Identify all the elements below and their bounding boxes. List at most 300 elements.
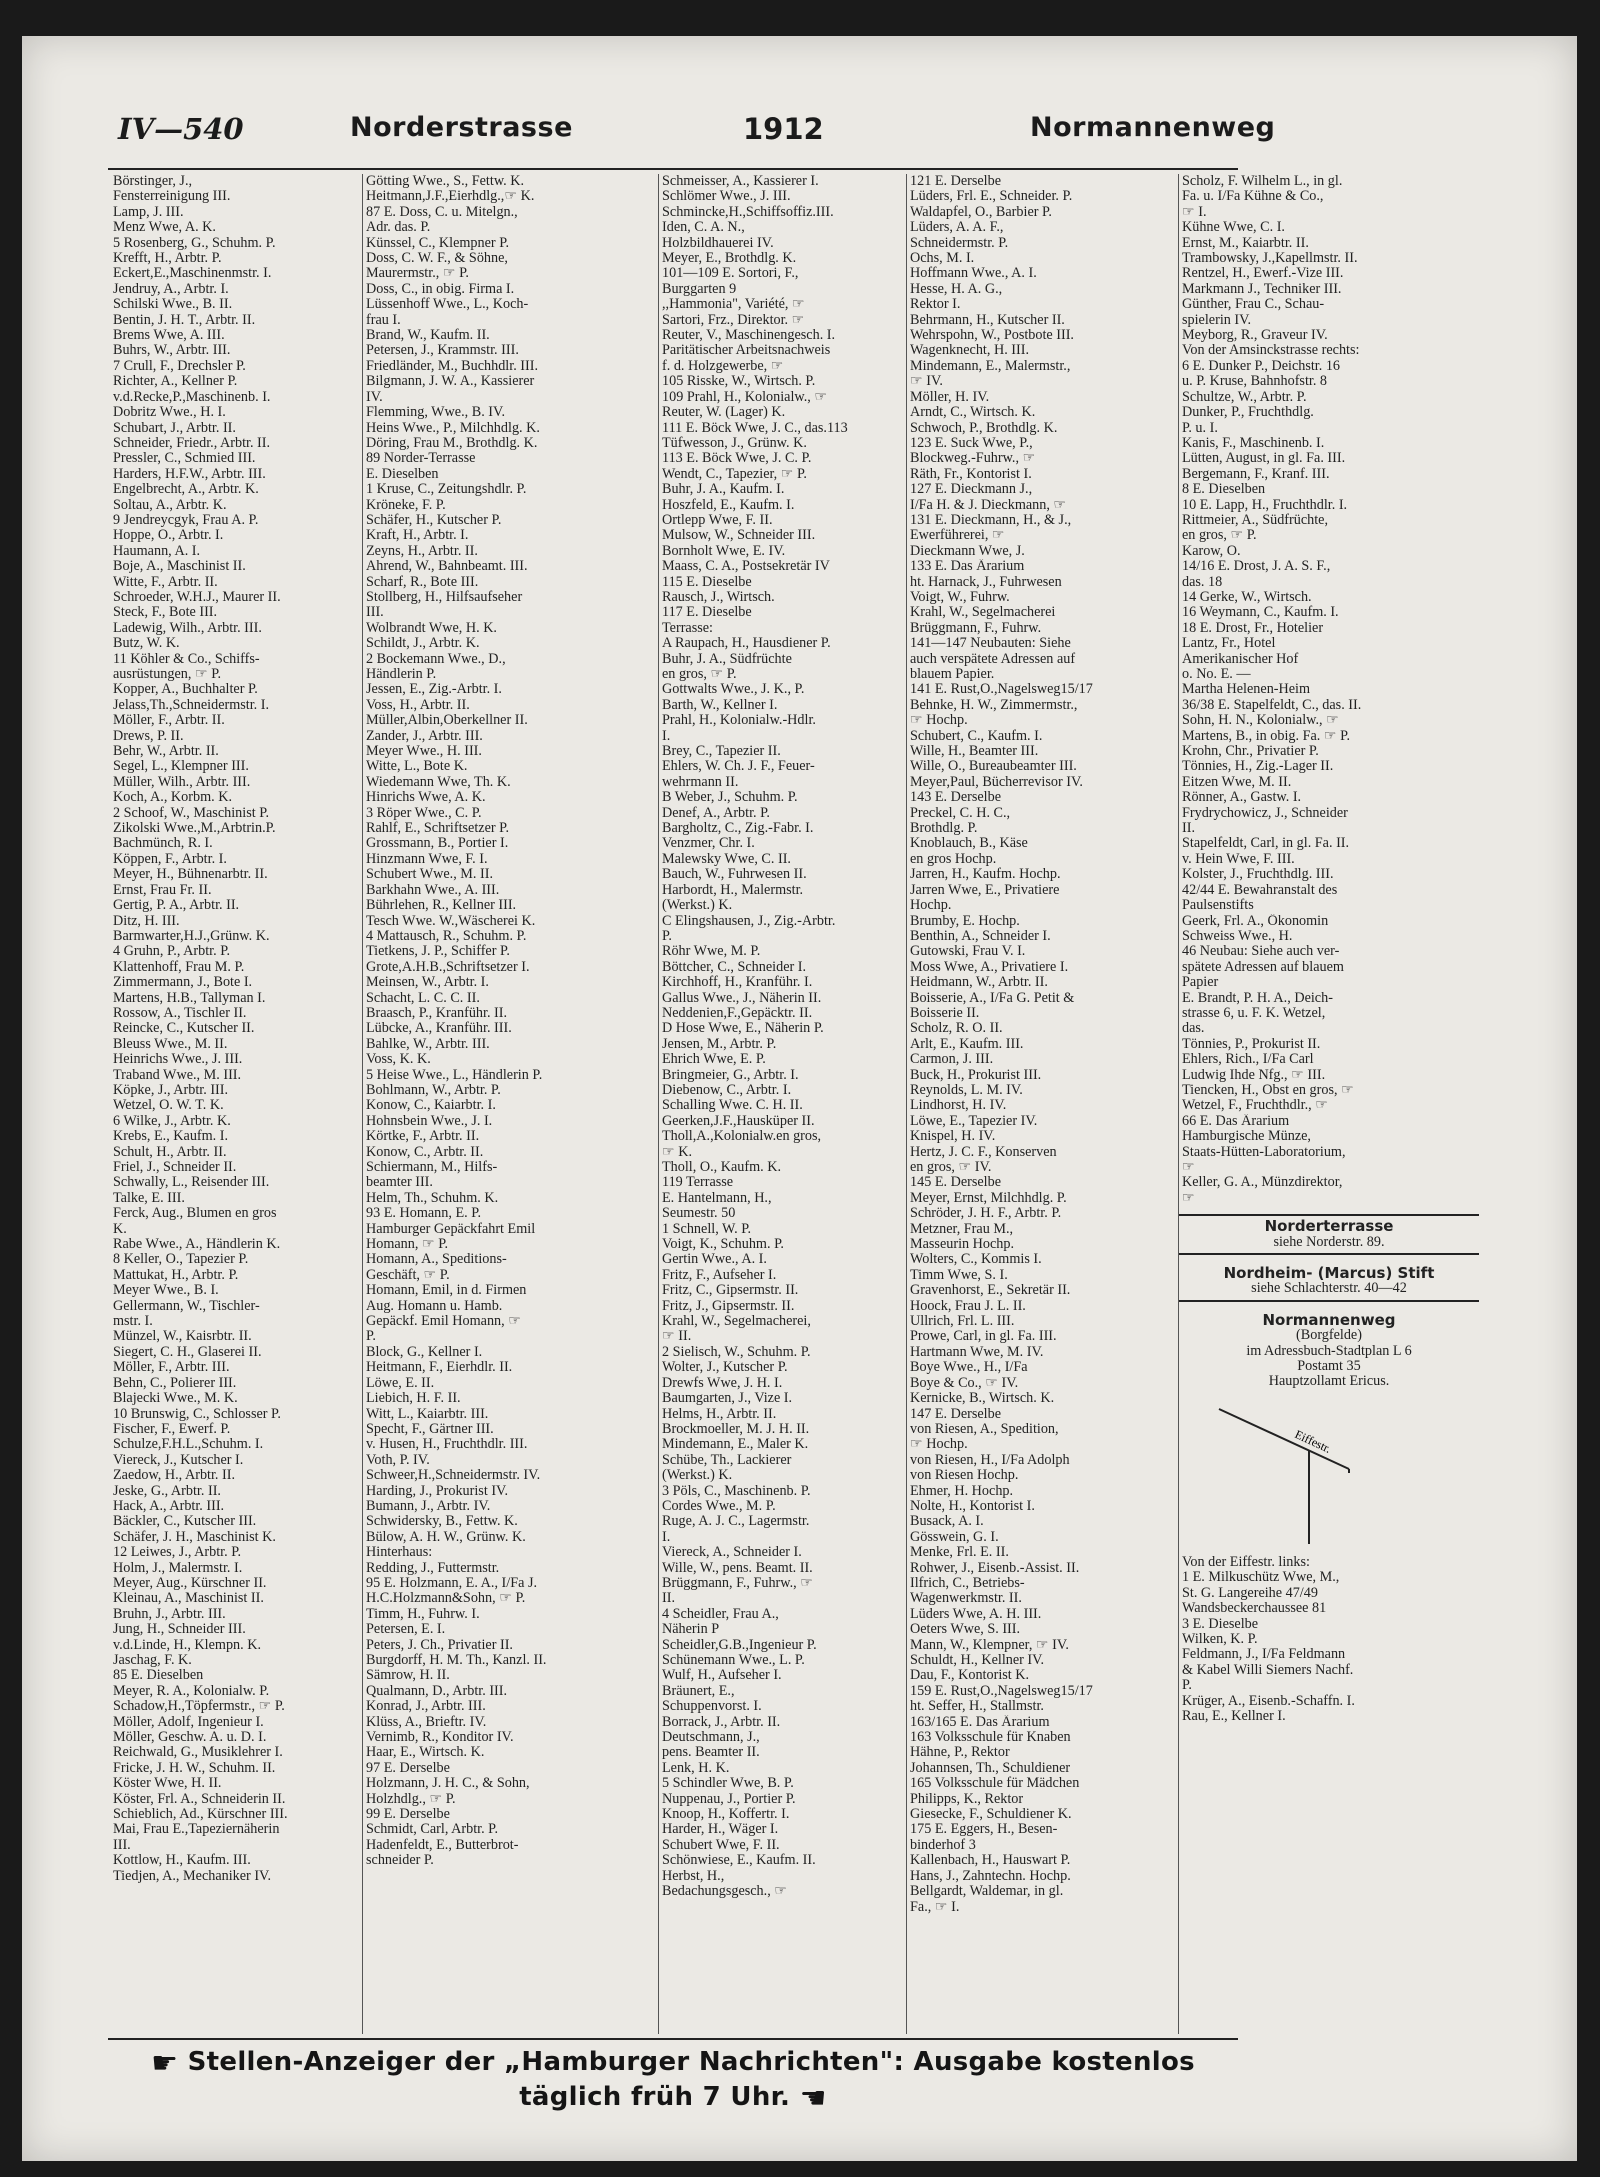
street-heading-right: Normannenweg bbox=[1030, 112, 1276, 143]
directory-entry: Dunker, P., Fruchthdlg. bbox=[1182, 405, 1314, 421]
directory-entry: Harder, H., Wäger I. bbox=[662, 1822, 779, 1838]
directory-entry: Malewsky Wwe, C. II. bbox=[662, 851, 791, 867]
directory-entry: Fricke, J. H. W., Schuhm. II. bbox=[113, 1760, 276, 1776]
norderterrasse-title: Norderterrasse bbox=[1264, 1217, 1394, 1236]
directory-entry: Benthin, A., Schneider I. bbox=[910, 928, 1051, 944]
directory-entry: Wagenwerkmstr. II. bbox=[910, 1591, 1022, 1607]
directory-entry: Wolbrandt Wwe, H. K. bbox=[366, 620, 497, 636]
directory-entry: Burgdorff, H. M. Th., Kanzl. II. bbox=[366, 1653, 547, 1668]
directory-entry: Künssel, C., Klempner P. bbox=[366, 235, 510, 251]
directory-entry: Borrack, J., Arbtr. II. bbox=[662, 1714, 781, 1730]
directory-entry: Schäfer, H., Kutscher P. bbox=[366, 512, 502, 528]
directory-entry: Böttcher, C., Schneider I. bbox=[662, 959, 807, 975]
directory-entry: Neddenien,F.,Gepäcktr. II. bbox=[662, 1005, 813, 1021]
directory-entry: Lüders Wwe, A. H. III. bbox=[910, 1606, 1042, 1622]
directory-entry: Gertig, P. A., Arbtr. II. bbox=[113, 898, 240, 914]
directory-entry: Sohn, H. N., Kolonialw., ☞ bbox=[1182, 713, 1339, 729]
directory-entry: Götting Wwe., S., Fettw. K. bbox=[366, 174, 525, 189]
directory-entry: Homann, ☞ P. bbox=[366, 1237, 449, 1253]
column-5-entries-after bbox=[1179, 1555, 1479, 1724]
directory-entry: Waldapfel, O., Barbier P. bbox=[910, 204, 1052, 220]
directory-entry: Petersen, E. I. bbox=[366, 1622, 446, 1638]
directory-entry: Seumestr. 50 bbox=[662, 1206, 736, 1222]
directory-entry: 14/16 E. Drost, J. A. S. F., bbox=[1182, 559, 1331, 575]
directory-entry: Boisserie, A., I/Fa G. Petit & bbox=[910, 990, 1075, 1006]
directory-entry: Heitmann, F., Eierhdlr. II. bbox=[366, 1360, 513, 1376]
directory-entry: Timm, H., Fuhrw. I. bbox=[366, 1606, 480, 1622]
directory-entry: Kolster, J., Fruchthdlg. III. bbox=[1182, 867, 1334, 883]
directory-entry: Wille, O., Bureaubeamter III. bbox=[910, 759, 1077, 775]
directory-entry: Konrad, J., Arbtr. III. bbox=[366, 1699, 486, 1715]
directory-column-5-content bbox=[1178, 174, 1479, 2034]
directory-entry: 2 Sielisch, W., Schuhm. P. bbox=[662, 1344, 811, 1360]
directory-entry: Zikolski Wwe.,M.,Arbtrin.P. bbox=[113, 821, 276, 837]
directory-entry: Gepäckf. Emil Homann, ☞ bbox=[366, 1314, 521, 1330]
directory-entry: Helm, Th., Schuhm. K. bbox=[366, 1190, 499, 1206]
directory-entry: Bührlehen, R., Kellner III. bbox=[366, 898, 517, 914]
directory-entry: Meyer, Aug., Kürschner II. bbox=[113, 1575, 267, 1591]
directory-entry: en gros, ☞ P. bbox=[662, 667, 737, 682]
directory-entry: I/Fa H. & J. Dieckmann, ☞ bbox=[910, 497, 1067, 513]
directory-entry: Frydrychowicz, J., Schneider bbox=[1182, 805, 1348, 821]
directory-entry: Scheidler,G.B.,Ingenieur P. bbox=[662, 1637, 817, 1653]
directory-entry: Gutowski, Frau V. I. bbox=[910, 944, 1026, 960]
footer-advert bbox=[108, 2046, 1238, 2116]
directory-entry: Rau, E., Kellner I. bbox=[1182, 1708, 1286, 1724]
directory-entry: en gros, ☞ IV. bbox=[910, 1160, 992, 1175]
directory-entry: Behrmann, H., Kutscher II. bbox=[910, 312, 1065, 328]
directory-entry: 101—109 E. Sortori, F., bbox=[662, 266, 799, 282]
directory-entry: Richter, A., Kellner P. bbox=[113, 374, 238, 390]
directory-entry: Hadenfeldt, E., Butterbrot- bbox=[366, 1837, 519, 1853]
directory-entry: Tesch Wwe. W.,Wäscherei K. bbox=[366, 913, 536, 929]
directory-entry: 12 Leiwes, J., Arbtr. P. bbox=[113, 1545, 242, 1561]
directory-entry: Fischer, F., Ewerf. P. bbox=[113, 1421, 231, 1437]
directory-entry: 87 E. Doss, C. u. Mitelgn., bbox=[366, 204, 518, 220]
directory-entry: Meyer, Ernst, Milchhdlg. P. bbox=[910, 1190, 1067, 1206]
directory-entry: Witte, F., Arbtr. II. bbox=[113, 574, 218, 590]
directory-entry: 165 Volksschule für Mädchen bbox=[910, 1776, 1080, 1792]
directory-entry: Krohn, Chr., Privatier P. bbox=[1182, 744, 1319, 760]
directory-entry: Reynolds, L. M. IV. bbox=[910, 1082, 1023, 1098]
directory-entry: ausrüstungen, ☞ P. bbox=[113, 667, 222, 682]
directory-entry: Denef, A., Arbtr. P. bbox=[662, 805, 770, 821]
directory-entry: 18 E. Drost, Fr., Hotelier bbox=[1182, 620, 1324, 636]
directory-entry: Burggarten 9 bbox=[662, 281, 737, 297]
directory-entry: wehrmann II. bbox=[662, 774, 739, 790]
directory-entry: Block, G., Kellner I. bbox=[366, 1344, 483, 1360]
directory-entry: Homann, Emil, in d. Firmen bbox=[366, 1283, 527, 1299]
directory-entry: Hamburgische Münze, bbox=[1182, 1129, 1311, 1145]
norderterrasse-ref: siehe Norderstr. 89. bbox=[1273, 1233, 1385, 1250]
directory-column-4 bbox=[906, 174, 1179, 2034]
directory-entry: ☞ Hochp. bbox=[910, 1437, 968, 1453]
directory-entry: Jung, H., Schneider III. bbox=[113, 1622, 246, 1638]
directory-entry: 163 Volksschule für Knaben bbox=[910, 1730, 1071, 1746]
directory-entry: E. Hantelmann, H., bbox=[662, 1190, 772, 1206]
directory-entry: Tiencken, H., Obst en gros, ☞ bbox=[1182, 1082, 1354, 1098]
directory-entry: Tiedjen, A., Mechaniker IV. bbox=[113, 1868, 272, 1884]
directory-entry: 113 E. Böck Wwe, J. C. P. bbox=[662, 451, 812, 467]
directory-entry: Ehlers, Rich., I/Fa Carl bbox=[1182, 1052, 1314, 1068]
directory-entry: Schulze,F.H.L.,Schuhm. I. bbox=[113, 1437, 264, 1453]
directory-entry: Schweer,H.,Schneidermstr. IV. bbox=[366, 1468, 541, 1484]
directory-entry: Schubert, C., Kaufm. I. bbox=[910, 728, 1043, 744]
directory-entry: B Weber, J., Schuhm. P. bbox=[662, 790, 798, 806]
directory-entry: Hinzmann Wwe, F. I. bbox=[366, 851, 488, 867]
directory-entry: Bellgardt, Waldemar, in gl. bbox=[910, 1884, 1064, 1900]
directory-entry: Mattukat, H., Arbtr. P. bbox=[113, 1267, 239, 1283]
directory-entry: Lübcke, A., Kranführ. III. bbox=[366, 1021, 512, 1037]
directory-entry: Schönwiese, E., Kaufm. II. bbox=[662, 1853, 816, 1869]
directory-entry: 117 E. Dieselbe bbox=[662, 605, 752, 621]
directory-entry: spätete Adressen auf blauem bbox=[1182, 959, 1344, 975]
directory-entry: Paulsenstifts bbox=[1182, 898, 1254, 914]
directory-entry: Preckel, C. H. C., bbox=[910, 805, 1011, 821]
directory-entry: Kirchhoff, H., Kranführ. I. bbox=[662, 975, 813, 991]
directory-entry: auch verspätete Adressen auf bbox=[910, 651, 1076, 667]
footer-advert-text: Stellen-Anzeiger der „Hamburger Nachrichten": Ausgabe kostenlos täglich früh 7 Uhr. bbox=[187, 2047, 1195, 2112]
directory-entry: Heidmann, W., Arbtr. II. bbox=[910, 975, 1048, 991]
directory-entry: Dieckmann Wwe, J. bbox=[910, 543, 1025, 559]
directory-entry: 5 Schindler Wwe, B. P. bbox=[662, 1776, 794, 1792]
directory-entry: 123 E. Suck Wwe, P., bbox=[910, 435, 1033, 451]
directory-entry: Johannsen, Th., Schuldiener bbox=[910, 1760, 1071, 1776]
directory-entry: Hartmann Wwe, M. IV. bbox=[910, 1344, 1044, 1360]
directory-entry: Helms, H., Arbtr. II. bbox=[662, 1406, 777, 1422]
directory-entry: Schmidt, Carl, Arbtr. P. bbox=[366, 1822, 499, 1838]
directory-entry: Schiermann, M., Hilfs- bbox=[366, 1160, 498, 1175]
directory-entry: 163/165 E. Das Ärarium bbox=[910, 1714, 1050, 1730]
directory-entry: Bleuss Wwe., M. II. bbox=[113, 1036, 228, 1052]
directory-entry: Hochp. bbox=[910, 898, 952, 914]
directory-entry: Lamp, J. III. bbox=[113, 204, 184, 220]
directory-entry: Heins Wwe., P., Milchhdlg. K. bbox=[366, 420, 540, 436]
directory-entry: spielerin IV. bbox=[1182, 312, 1252, 328]
directory-entry: Rentzel, H., Ewerf.-Vize III. bbox=[1182, 266, 1344, 282]
directory-entry: Holzmann, J. H. C., & Sohn, bbox=[366, 1776, 530, 1792]
directory-entry: Jeske, G., Arbtr. II. bbox=[113, 1483, 221, 1499]
directory-entry: Köppen, F., Arbtr. I. bbox=[113, 851, 227, 867]
directory-entry: Barkhahn Wwe., A. III. bbox=[366, 882, 500, 898]
directory-entry: Rektor I. bbox=[910, 297, 961, 313]
directory-entry: Börstinger, J., bbox=[113, 174, 193, 189]
directory-entry: Fritz, C., Gipsermstr. II. bbox=[662, 1283, 799, 1299]
directory-entry: Redding, J., Futtermstr. bbox=[366, 1560, 500, 1576]
directory-entry: von Riesen, H., I/Fa Adolph bbox=[910, 1452, 1070, 1468]
directory-entry: Behnke, H. W., Zimmermstr., bbox=[910, 697, 1078, 713]
directory-entry: Hack, A., Arbtr. III. bbox=[113, 1498, 225, 1514]
directory-entry: Schweiss Wwe., H. bbox=[1182, 928, 1293, 944]
directory-entry: Kühne Wwe, C. I. bbox=[1182, 220, 1285, 236]
directory-entry: Traband Wwe., M. III. bbox=[113, 1067, 242, 1083]
directory-entry: Rittmeier, A., Südfrüchte, bbox=[1182, 512, 1329, 528]
directory-entry: Schubert Wwe, F. II. bbox=[662, 1837, 780, 1853]
directory-entry: Wendt, C., Tapezier, ☞ P. bbox=[662, 466, 807, 482]
directory-entry: Hähne, P., Rektor bbox=[910, 1745, 1010, 1761]
directory-entry: 141—147 Neubauten: Siehe bbox=[910, 636, 1071, 652]
directory-entry: Feldmann, J., I/Fa Feldmann bbox=[1182, 1647, 1346, 1663]
directory-entry: Knoop, H., Koffertr. I. bbox=[662, 1807, 790, 1823]
directory-entry: Gertin Wwe., A. I. bbox=[662, 1252, 767, 1268]
directory-entry: Segel, L., Klempner III. bbox=[113, 759, 249, 775]
directory-entry: Eckert,E.,Maschinenmstr. I. bbox=[113, 266, 272, 282]
directory-entry: Kanis, F., Maschinenb. I. bbox=[1182, 435, 1325, 451]
directory-entry: 3 E. Dieselbe bbox=[1182, 1616, 1259, 1632]
directory-entry: 141 E. Rust,O.,Nagelsweg15/17 bbox=[910, 682, 1093, 698]
directory-entry: 2 Bockemann Wwe., D., bbox=[366, 651, 506, 667]
directory-entry: Meyer Wwe., B. I. bbox=[113, 1283, 219, 1299]
directory-entry: Wolters, C., Kommis I. bbox=[910, 1252, 1042, 1268]
directory-entry: Ahrend, W., Bahnbeamt. III. bbox=[366, 559, 528, 575]
directory-entry: Viereck, J., Kutscher I. bbox=[113, 1452, 244, 1468]
directory-entry: 10 Brunswig, C., Schlosser P. bbox=[113, 1406, 281, 1422]
directory-entry: Krebs, E., Kaufm. I. bbox=[113, 1129, 229, 1145]
directory-entry: Konow, C., Kaiarbtr. I. bbox=[366, 1098, 496, 1114]
directory-entry: 1 Schnell, W. P. bbox=[662, 1221, 752, 1237]
directory-entry: E. Brandt, P. H. A., Deich- bbox=[1182, 990, 1333, 1006]
directory-entry: Tönnies, P., Prokurist II. bbox=[1182, 1036, 1321, 1052]
directory-entry: Schildt, J., Arbtr. K. bbox=[366, 636, 480, 652]
directory-entry: Ruge, A. J. C., Lagermstr. bbox=[662, 1514, 810, 1530]
directory-entry: Ludwig Ihde Nfg., ☞ III. bbox=[1182, 1067, 1326, 1083]
directory-entry: 5 Heise Wwe., L., Händlerin P. bbox=[366, 1067, 543, 1083]
directory-entry: frau I. bbox=[366, 312, 401, 328]
directory-entry: Wetzel, F., Fruchthdlr., ☞ bbox=[1182, 1098, 1328, 1114]
directory-entry: Hertz, J. C. F., Konserven bbox=[910, 1144, 1057, 1160]
directory-entry: Kraft, H., Arbtr. I. bbox=[366, 528, 469, 544]
directory-entry: das. 18 bbox=[1182, 574, 1223, 590]
directory-entry: Tholl, O., Kaufm. K. bbox=[662, 1160, 782, 1175]
directory-entry: 10 E. Lapp, H., Fruchthdlr. I. bbox=[1182, 497, 1348, 513]
directory-entry: I. bbox=[662, 728, 671, 744]
directory-entry: Ortlepp Wwe, F. II. bbox=[662, 512, 773, 528]
directory-entry: Gösswein, G. I. bbox=[910, 1529, 999, 1545]
directory-entry: Barth, W., Kellner I. bbox=[662, 697, 778, 713]
directory-entry: Jensen, M., Arbtr. P. bbox=[662, 1036, 777, 1052]
directory-entry: Bringmeier, G., Arbtr. I. bbox=[662, 1067, 799, 1083]
directory-entry: 3 Röper Wwe., C. P. bbox=[366, 805, 482, 821]
directory-entry: ☞ II. bbox=[662, 1329, 692, 1345]
directory-entry: Blockweg.-Fuhrw., ☞ bbox=[910, 451, 1036, 467]
directory-entry: 145 E. Derselbe bbox=[910, 1175, 1002, 1191]
directory-entry: Döring, Frau M., Brothdlg. K. bbox=[366, 435, 538, 451]
directory-entry: Wille, H., Beamter III. bbox=[910, 744, 1039, 760]
directory-entry: u. P. Kruse, Bahnhofstr. 8 bbox=[1182, 374, 1328, 390]
directory-entry: Klattenhoff, Frau M. P. bbox=[113, 959, 245, 975]
directory-entry: Braasch, P., Kranführ. II. bbox=[366, 1005, 508, 1021]
directory-entry: P. bbox=[366, 1329, 376, 1345]
directory-entry: Bumann, J., Arbtr. IV. bbox=[366, 1498, 491, 1514]
directory-entry: f. d. Holzgewerbe, ☞ bbox=[662, 358, 784, 374]
directory-entry: Boje, A., Maschinist II. bbox=[113, 559, 246, 575]
directory-entry: Friel, J., Schneider II. bbox=[113, 1160, 237, 1175]
directory-entry: Nolte, H., Kontorist I. bbox=[910, 1498, 1035, 1514]
directory-entry: Mulsow, W., Schneider III. bbox=[662, 528, 816, 544]
directory-entry: Von der Eiffestr. links: bbox=[1182, 1554, 1310, 1570]
directory-entry: Harbordt, H., Malermstr. bbox=[662, 882, 804, 898]
directory-entry: Herbst, H., bbox=[662, 1868, 725, 1884]
directory-column-3 bbox=[658, 174, 907, 2034]
directory-entry: Oeters Wwe, S. III. bbox=[910, 1622, 1021, 1638]
directory-entry: Müller, Wilh., Arbtr. III. bbox=[113, 774, 251, 790]
directory-entry: 97 E. Derselbe bbox=[366, 1760, 450, 1776]
directory-entry: Ferck, Aug., Blumen en gros bbox=[113, 1206, 277, 1222]
directory-entry: Klüss, A., Brieftr. IV. bbox=[366, 1714, 487, 1730]
directory-entry: pens. Beamter II. bbox=[662, 1745, 760, 1761]
directory-entry: Krüger, A., Eisenb.-Schaffn. I. bbox=[1182, 1693, 1355, 1709]
directory-entry: Kopper, A., Buchhalter P. bbox=[113, 682, 258, 698]
directory-entry: Voigt, K., Schuhm. P. bbox=[662, 1237, 784, 1253]
directory-entry: Kröneke, F. P. bbox=[366, 497, 446, 513]
directory-entry: ht. Seffer, H., Stallmstr. bbox=[910, 1699, 1044, 1715]
directory-entry: Haumann, A. I. bbox=[113, 543, 201, 559]
directory-entry: Wilken, K. P. bbox=[1182, 1631, 1258, 1647]
directory-entry: Buhr, J. A., Südfrüchte bbox=[662, 651, 792, 667]
directory-entry: Schröder, J. H. F., Arbtr. P. bbox=[910, 1206, 1062, 1222]
directory-entry: Händlerin P. bbox=[366, 667, 437, 682]
directory-entry: beamter III. bbox=[366, 1175, 433, 1191]
directory-entry: Nuppenau, J., Portier P. bbox=[662, 1791, 796, 1807]
directory-entry: Lüders, Frl. E., Schneider. P. bbox=[910, 189, 1073, 205]
directory-entry: Terrasse: bbox=[662, 620, 713, 636]
directory-entry: Hamburger Gepäckfahrt Emil bbox=[366, 1221, 536, 1237]
page-number: IV—540 bbox=[118, 112, 244, 146]
directory-entry: Behr, W., Arbtr. II. bbox=[113, 744, 219, 760]
directory-entry: Kottlow, H., Kaufm. III. bbox=[113, 1853, 251, 1869]
directory-entry: Hinterhaus: bbox=[366, 1545, 433, 1561]
directory-entry: 159 E. Rust,O.,Nagelsweg15/17 bbox=[910, 1683, 1093, 1699]
directory-entry: 1 E. Milkuschütz Wwe, M., bbox=[1182, 1570, 1340, 1586]
page-header bbox=[118, 112, 1276, 158]
directory-entry: 6 E. Dunker P., Deichstr. 16 bbox=[1182, 358, 1341, 374]
diagram-street-label: Eiffestr. bbox=[1292, 1426, 1334, 1456]
directory-entry: Schübe, Th., Lackierer bbox=[662, 1452, 792, 1468]
directory-entry: en gros Hochp. bbox=[910, 851, 997, 867]
directory-entry: Bauch, W., Fuhrwesen II. bbox=[662, 867, 807, 883]
directory-entry: Fritz, F., Aufseher I. bbox=[662, 1267, 777, 1283]
directory-entry: Talke, E. III. bbox=[113, 1190, 185, 1206]
directory-entry: Bruhn, J., Arbtr. III. bbox=[113, 1606, 226, 1622]
directory-entry: Adr. das. P. bbox=[366, 220, 431, 236]
directory-entry: Brey, C., Tapezier II. bbox=[662, 744, 781, 760]
directory-entry: 147 E. Derselbe bbox=[910, 1406, 1002, 1422]
directory-entry: strasse 6, u. F. K. Wetzel, bbox=[1182, 1005, 1326, 1021]
directory-entry: Reuter, V., Maschinengesch. I. bbox=[662, 328, 836, 344]
directory-entry: E. Dieselben bbox=[366, 466, 439, 482]
directory-entry: Heinrichs Wwe., J. III. bbox=[113, 1052, 243, 1068]
directory-entry: Bergemann, F., Kranf. III. bbox=[1182, 466, 1330, 482]
directory-entry: Cordes Wwe., M. P. bbox=[662, 1498, 776, 1514]
directory-entry: Menke, Frl. E. II. bbox=[910, 1545, 1009, 1561]
directory-entry: Moss Wwe, A., Privatiere I. bbox=[910, 959, 1069, 975]
directory-entry: Voth, P. IV. bbox=[366, 1452, 430, 1468]
directory-entry: ☞ Hochp. bbox=[910, 713, 968, 729]
directory-entry: Diebenow, C., Arbtr. I. bbox=[662, 1082, 792, 1098]
directory-entry: Meyer, R. A., Kolonialw. P. bbox=[113, 1683, 270, 1699]
directory-entry: Hoffmann Wwe., A. I. bbox=[910, 266, 1037, 282]
directory-entry: Buhr, J. A., Kaufm. I. bbox=[662, 482, 785, 498]
directory-entry: Bornholt Wwe, E. IV. bbox=[662, 543, 786, 559]
directory-entry: 42/44 E. Bewahranstalt des bbox=[1182, 882, 1338, 898]
directory-entry: P. u. I. bbox=[1182, 420, 1218, 436]
directory-entry: (Werkst.) K. bbox=[662, 898, 733, 914]
directory-entry: Ladewig, Wilh., Arbtr. III. bbox=[113, 620, 262, 636]
directory-entry: Doss, C. W. F., & Söhne, bbox=[366, 251, 508, 267]
directory-entry: 99 E. Derselbe bbox=[366, 1807, 450, 1823]
directory-column-1 bbox=[110, 174, 362, 2034]
directory-entry: Wagenknecht, H. III. bbox=[910, 343, 1030, 359]
directory-entry: Staats-Hütten-Laboratorium, bbox=[1182, 1144, 1346, 1160]
directory-entry: von Riesen, A., Spedition, bbox=[910, 1421, 1059, 1437]
directory-entry: Lindhorst, H. IV. bbox=[910, 1098, 1007, 1114]
directory-entry: Schroeder, W.H.J., Maurer II. bbox=[113, 589, 281, 605]
directory-entry: Metzner, Frau M., bbox=[910, 1221, 1014, 1237]
directory-entry: Brand, W., Kaufm. II. bbox=[366, 328, 490, 344]
directory-entry: Maass, C. A., Postsekretär IV bbox=[662, 559, 830, 575]
directory-entry: Flemming, Wwe., B. IV. bbox=[366, 405, 505, 421]
directory-entry: ☞ bbox=[1182, 1160, 1195, 1175]
directory-entry: Stapelfeldt, Carl, in gl. Fa. II. bbox=[1182, 836, 1350, 852]
directory-entry: Bülow, A. H. W., Grünw. K. bbox=[366, 1529, 526, 1545]
directory-entry: Wiedemann Wwe, Th. K. bbox=[366, 774, 511, 790]
directory-entry: Voigt, W., Fuhrw. bbox=[910, 589, 1010, 605]
street-sketch bbox=[1199, 1399, 1459, 1549]
directory-entry: Deutschmann, J., bbox=[662, 1730, 760, 1746]
directory-entry: Löwe, E. II. bbox=[366, 1375, 435, 1391]
directory-entry: Wehrspohn, W., Postbote III. bbox=[910, 328, 1074, 344]
directory-entry: Sämrow, H. II. bbox=[366, 1668, 450, 1684]
directory-entry: Heitmann,J.F.,Eierhdlg.,☞ K. bbox=[366, 189, 535, 205]
directory-entry: Witte, L., Bote K. bbox=[366, 759, 468, 775]
directory-entry: Haar, E., Wirtsch. K. bbox=[366, 1745, 485, 1761]
directory-entry: Wille, W., pens. Beamt. II. bbox=[662, 1560, 813, 1576]
directory-entry: 4 Gruhn, P., Arbtr. P. bbox=[113, 944, 231, 960]
directory-entry: Ullrich, Frl. L. III. bbox=[910, 1314, 1015, 1330]
directory-entry: von Riesen Hochp. bbox=[910, 1468, 1019, 1484]
directory-entry: Jarren, H., Kaufm. Hochp. bbox=[910, 867, 1061, 883]
directory-entry: Iden, C. A. N., bbox=[662, 220, 745, 236]
directory-entry: 105 Risske, W., Wirtsch. P. bbox=[662, 374, 816, 390]
directory-entry: Friedländer, M., Buchhdlr. III. bbox=[366, 358, 539, 374]
directory-entry: binderhof 3 bbox=[910, 1837, 976, 1853]
directory-entry: Prowe, Carl, in gl. Fa. III. bbox=[910, 1329, 1057, 1345]
directory-entry: Schacht, L. C. C. II. bbox=[366, 990, 480, 1006]
directory-entry: Voss, K. K. bbox=[366, 1052, 431, 1068]
directory-entry: Viereck, A., Schneider I. bbox=[662, 1545, 802, 1561]
directory-entry: Brüggmann, F., Fuhrw., ☞ bbox=[662, 1575, 813, 1591]
directory-entry: Meyer Wwe., H. III. bbox=[366, 744, 482, 760]
directory-entry: Ochs, M. I. bbox=[910, 251, 975, 267]
directory-entry: P. bbox=[1182, 1678, 1192, 1694]
directory-entry: Hoppe, O., Arbtr. I. bbox=[113, 528, 224, 544]
directory-entry: 2 Schoof, W., Maschinist P. bbox=[113, 805, 270, 821]
directory-entry: Köster, Frl. A., Schneiderin II. bbox=[113, 1791, 286, 1807]
directory-entry: P. bbox=[662, 928, 672, 944]
directory-entry: Knoblauch, B., Käse bbox=[910, 836, 1028, 852]
directory-entry: I. bbox=[662, 1529, 671, 1545]
directory-entry: Gottwalts Wwe., J. K., P. bbox=[662, 682, 805, 698]
directory-entry: ht. Harnack, J., Fuhrwesen bbox=[910, 574, 1062, 590]
directory-entry: Brockmoeller, M. J. H. II. bbox=[662, 1421, 810, 1437]
directory-entry: Bentin, J. H. T., Arbtr. II. bbox=[113, 312, 256, 328]
directory-entry: Wetzel, O. W. T. K. bbox=[113, 1098, 224, 1114]
directory-entry: IV. bbox=[366, 389, 383, 405]
directory-entry: Wolter, J., Kutscher P. bbox=[662, 1360, 788, 1376]
column-5-entries bbox=[1179, 174, 1479, 1206]
directory-entry: Schuppenvorst. I. bbox=[662, 1699, 762, 1715]
directory-entry: Scholz, R. O. II. bbox=[910, 1021, 1003, 1037]
